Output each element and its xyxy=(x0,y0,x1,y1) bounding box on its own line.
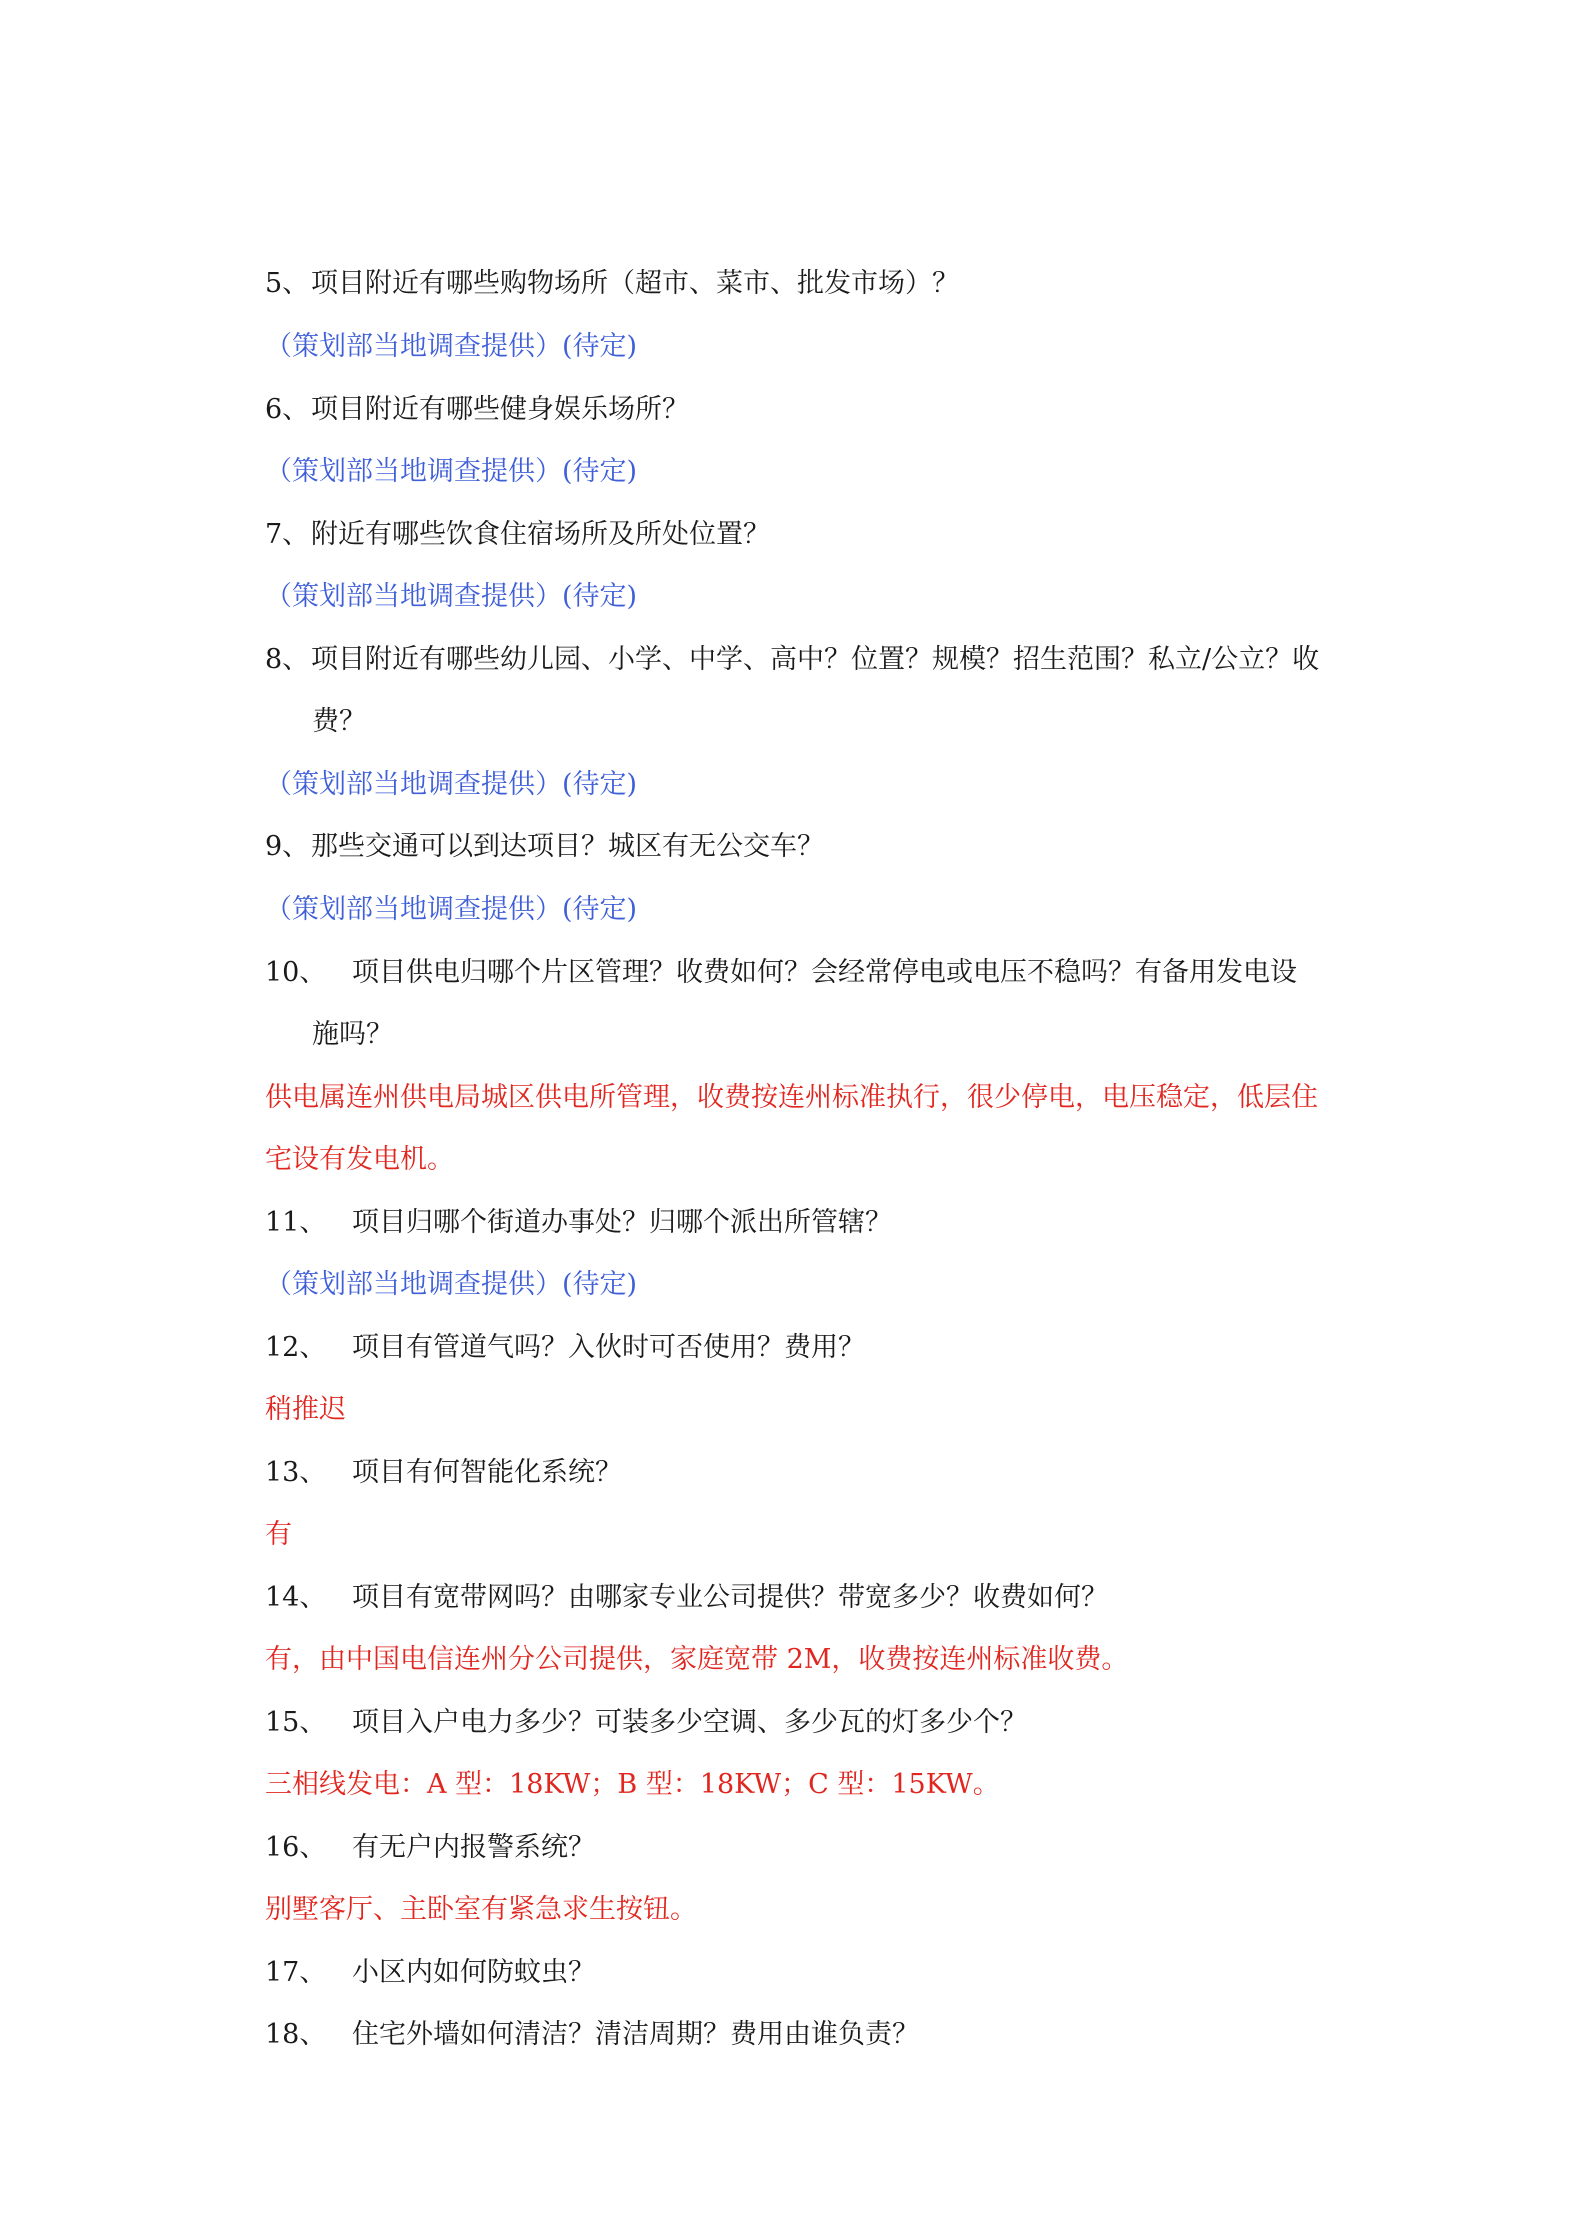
question-text: 项目入户电力多少？可装多少空调、多少瓦的灯多少个？ xyxy=(352,1707,1027,1738)
answer-11: （策划部当地调查提供）(待定) xyxy=(265,1269,638,1300)
question-9 xyxy=(265,827,824,867)
answer-5: （策划部当地调查提供）(待定) xyxy=(265,331,638,362)
question-number: 14、 xyxy=(265,1582,327,1613)
question-text: 项目附近有哪些健身娱乐场所？ xyxy=(311,394,689,425)
answer-16: 别墅客厅、主卧室有紧急求生按钮。 xyxy=(265,1894,697,1925)
question-text: 项目有管道气吗？入伙时可否使用？费用？ xyxy=(352,1332,865,1363)
answer-12: 稍推迟 xyxy=(265,1394,346,1425)
question-text: 那些交通可以到达项目？城区有无公交车？ xyxy=(311,831,824,862)
question-text: 项目归哪个街道办事处？归哪个派出所管辖？ xyxy=(352,1207,892,1238)
answer-6: （策划部当地调查提供）(待定) xyxy=(265,456,638,487)
answer-10: 供电属连州供电局城区供电所管理，收费按连州标准执行，很少停电，电压稳定，低层住 xyxy=(265,1082,1318,1113)
question-number: 12、 xyxy=(265,1332,327,1363)
question-7 xyxy=(265,515,770,555)
question-text: 项目供电归哪个片区管理？收费如何？会经常停电或电压不稳吗？有备用发电设 xyxy=(352,957,1297,988)
question-17 xyxy=(265,1953,595,1993)
answer-13: 有 xyxy=(265,1519,292,1550)
question-14 xyxy=(265,1578,1108,1618)
question-11 xyxy=(265,1203,892,1243)
answer-8: （策划部当地调查提供）(待定) xyxy=(265,769,638,800)
answer-7: （策划部当地调查提供）(待定) xyxy=(265,581,638,612)
question-number: 8、 xyxy=(265,644,310,675)
question-8-continuation: 费？ xyxy=(312,706,366,737)
question-15 xyxy=(265,1703,1027,1743)
question-13 xyxy=(265,1453,622,1493)
question-number: 5、 xyxy=(265,268,310,299)
question-number: 17、 xyxy=(265,1957,327,1988)
question-number: 6、 xyxy=(265,394,310,425)
question-number: 18、 xyxy=(265,2019,327,2050)
question-number: 7、 xyxy=(265,519,310,550)
question-number: 15、 xyxy=(265,1707,327,1738)
question-6 xyxy=(265,390,689,430)
question-text: 附近有哪些饮食住宿场所及所处位置？ xyxy=(311,519,770,550)
question-text: 项目有何智能化系统？ xyxy=(352,1457,622,1488)
question-text: 住宅外墙如何清洁？清洁周期？费用由谁负责？ xyxy=(352,2019,919,2050)
question-number: 9、 xyxy=(265,831,310,862)
answer-15: 三相线发电：A 型：18KW；B 型：18KW；C 型：15KW。 xyxy=(265,1769,1000,1800)
question-12 xyxy=(265,1328,865,1368)
question-text: 项目附近有哪些幼儿园、小学、中学、高中？位置？规模？招生范围？私立/公立？收 xyxy=(311,644,1320,675)
answer-10-continuation: 宅设有发电机。 xyxy=(265,1144,454,1175)
question-8 xyxy=(265,640,1319,680)
question-text: 有无户内报警系统？ xyxy=(352,1832,595,1863)
question-5 xyxy=(265,264,959,304)
question-number: 13、 xyxy=(265,1457,327,1488)
question-number: 10、 xyxy=(265,957,327,988)
answer-14: 有，由中国电信连州分公司提供，家庭宽带 2M，收费按连州标准收费。 xyxy=(265,1644,1129,1675)
question-text: 项目附近有哪些购物场所（超市、菜市、批发市场）？ xyxy=(311,268,959,299)
question-10-continuation: 施吗？ xyxy=(312,1019,393,1050)
question-16 xyxy=(265,1828,595,1868)
question-10 xyxy=(265,953,1297,993)
answer-9: （策划部当地调查提供）(待定) xyxy=(265,894,638,925)
question-text: 小区内如何防蚊虫？ xyxy=(352,1957,595,1988)
question-number: 11、 xyxy=(265,1207,327,1238)
question-18 xyxy=(265,2015,919,2055)
question-text: 项目有宽带网吗？由哪家专业公司提供？带宽多少？收费如何？ xyxy=(352,1582,1108,1613)
question-number: 16、 xyxy=(265,1832,327,1863)
